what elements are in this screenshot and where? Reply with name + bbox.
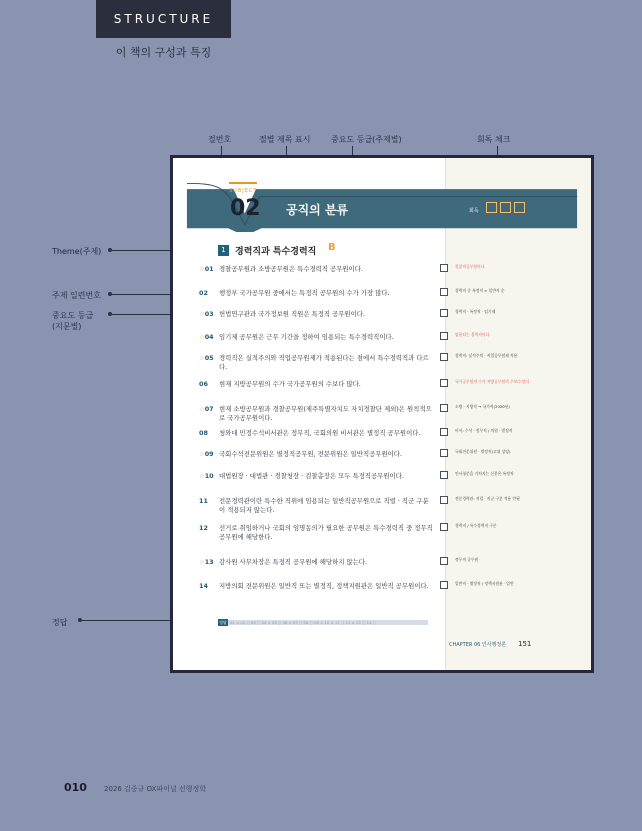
structure-subtitle: 이 책의 구성과 특징 xyxy=(115,46,212,59)
answer-checkbox[interactable] xyxy=(440,449,448,457)
question-item xyxy=(199,497,437,515)
question-item xyxy=(199,450,437,459)
question-number xyxy=(199,405,219,414)
answer-text: 01 × 02 ○ 03 ○ 04 × 05 ○ 06 × 07 ○ 08 ○ 09 × 10 × 11 ○ 12 × 13 ○ 14 ○ xyxy=(230,620,376,625)
question-number-text: 07 xyxy=(204,405,214,413)
explanation-note: 경력직 · 특정직 · 임기제 xyxy=(455,309,496,314)
answer-checkbox[interactable] xyxy=(440,523,448,531)
question-number xyxy=(199,450,219,459)
callout-review-check: 회독 체크 xyxy=(477,135,511,144)
question-number xyxy=(199,472,219,481)
question-text: 국회수석전문위원은 별정직공무원, 전문위원은 일반직공무원이다. xyxy=(219,450,403,458)
theme-title: 경력직과 특수경력직 xyxy=(235,247,317,257)
explanation-note: 정무직 공무원 xyxy=(455,557,479,562)
question-item xyxy=(199,310,437,319)
answer-checkbox[interactable] xyxy=(440,471,448,479)
review-checkbox[interactable] xyxy=(500,202,511,213)
question-number xyxy=(199,289,219,298)
subject-label: SUBJECT xyxy=(229,188,258,194)
check-column xyxy=(445,158,592,670)
footer-page-number: 151 xyxy=(518,640,532,648)
answer-checkbox[interactable] xyxy=(440,353,448,361)
question-item xyxy=(199,558,437,567)
explanation-note: 경력직: 실적주의 · 직업공무원제 적용 xyxy=(455,353,518,358)
explanation-note: 경력직 중 특정직 > 일반직 순 xyxy=(455,288,505,293)
callout-dot xyxy=(108,248,112,252)
question-item xyxy=(199,472,437,481)
answer-checkbox[interactable] xyxy=(440,264,448,272)
question-number-text: 11 xyxy=(199,497,208,505)
question-text: 임기제 공무원은 근무 기간을 정하여 임용되는 특수경력직이다. xyxy=(219,333,394,341)
question-text: 행정부 국가공무원 중에서는 특정직 공무원의 수가 가장 많다. xyxy=(219,289,390,297)
review-label: 회독 xyxy=(469,208,479,214)
review-checkbox[interactable] xyxy=(514,202,525,213)
callout-section-number: 절번호 xyxy=(208,135,232,144)
question-text: 대법원장 · 대법관 · 경찰청장 · 검찰총장은 모두 특정직공무원이다. xyxy=(219,472,404,480)
question-number-text: 03 xyxy=(204,310,214,318)
question-number-text: 06 xyxy=(199,380,208,388)
importance-star-icon: ☆ xyxy=(199,450,205,458)
question-text: 지방의회 전문위원은 일반직 또는 별정직, 정책지원관은 일반직 공무원이다. xyxy=(219,582,429,590)
question-number-text: 08 xyxy=(199,429,208,437)
question-item xyxy=(199,289,437,298)
answer-checkbox[interactable] xyxy=(440,404,448,412)
callout-dot xyxy=(108,312,112,316)
answer-checkbox[interactable] xyxy=(440,309,448,317)
question-text: 청와대 민정수석비서관은 정무직, 국회의원 비서관은 별정직 공무원이다. xyxy=(219,429,421,437)
question-number xyxy=(199,524,219,533)
callout-importance-theme: 중요도 등급(주제별) xyxy=(331,135,402,144)
explanation-note: 경찰직공무원이다. xyxy=(455,264,486,269)
question-item xyxy=(199,354,437,372)
question-text: 감사원 사무차장은 특정직 공무원에 해당하지 않는다. xyxy=(219,558,368,566)
question-text: 헌법연구관과 국가정보원 직원은 특정직 공무원이다. xyxy=(219,310,365,318)
importance-star-icon: ☆ xyxy=(199,405,205,413)
explanation-note: 일반직 · 별정직 / 정책지원관 · 일반 xyxy=(455,581,514,586)
explanation-note: 국가공무원의 수가 지방공무원의 수보다 많다. xyxy=(455,379,531,384)
theme-grade: B xyxy=(328,242,336,253)
chapter-title: 공직의 분류 xyxy=(286,203,349,217)
question-item xyxy=(199,380,437,389)
answer-checkbox[interactable] xyxy=(440,496,448,504)
question-number-text: 12 xyxy=(199,524,208,532)
callout-dot xyxy=(78,618,82,622)
question-number xyxy=(199,429,219,438)
question-item xyxy=(199,429,437,438)
structure-banner xyxy=(96,0,231,38)
question-number-text: 05 xyxy=(204,354,214,362)
question-text: 현재 소방공무원과 경찰공무원(제주특별자치도 자치경찰단 제외)은 원칙적으로 국가공무원이다. xyxy=(219,405,432,422)
question-number xyxy=(199,558,219,567)
question-item xyxy=(199,405,437,423)
explanation-note: 경력직 / 특수경력직 구분 xyxy=(455,523,497,528)
answer-checkbox[interactable] xyxy=(440,557,448,565)
explanation-note: 전문경력관: 직렬 · 직군 구분 적용 안됨 xyxy=(455,496,520,501)
structure-label: STRUCTURE xyxy=(113,12,214,26)
subject-bar xyxy=(229,182,257,184)
question-number-text: 04 xyxy=(204,333,214,341)
answer-checkbox[interactable] xyxy=(440,379,448,387)
callout-theme: Theme(주제) xyxy=(52,247,102,256)
answer-checkbox[interactable] xyxy=(440,332,448,340)
explanation-note: 임용되는 경력직이다. xyxy=(455,332,491,337)
explanation-note: 국회전문위원 · 별정직(고위 상당) xyxy=(455,449,511,454)
question-item xyxy=(199,524,437,542)
question-number xyxy=(199,497,219,506)
question-number xyxy=(199,333,219,342)
callout-dot xyxy=(108,292,112,296)
question-number-text: 09 xyxy=(204,450,214,458)
explanation-note: 비서: 수석 · 정무직 / 의원 · 별정직 xyxy=(455,428,513,433)
explanation-note: 인사청문을 거쳐지는 신분은 특정직 xyxy=(455,471,514,476)
book-title: 2026 김중규 OX파이널 선행정학 xyxy=(104,785,206,793)
answer-badge: 정답 xyxy=(219,620,227,625)
question-number-text: 14 xyxy=(199,582,208,590)
explanation-note: 소방 · 지방직 → 국가직(2020년) xyxy=(455,404,510,409)
question-number-text: 01 xyxy=(204,265,214,273)
importance-star-icon: ☆ xyxy=(199,472,205,480)
chapter-number: 02 xyxy=(230,196,261,221)
question-item xyxy=(199,333,437,342)
question-text: 현재 지방공무원의 수가 국가공무원의 수보다 많다. xyxy=(219,380,361,388)
question-text: 경력직은 실적주의와 직업공무원제가 적용된다는 점에서 특수경력직과 다르다. xyxy=(219,354,429,371)
question-text: 전문경력관이란 특수한 직위에 임용되는 일반직공무원으로 직렬 · 직군 구분이 적용되지 않는다. xyxy=(219,497,429,514)
callout-serial-number: 주제 일련번호 xyxy=(52,291,101,300)
importance-star-icon: ☆ xyxy=(199,354,205,362)
importance-star-icon: ☆ xyxy=(199,265,205,273)
question-number-text: 10 xyxy=(204,472,214,480)
importance-star-icon: ☆ xyxy=(199,333,205,341)
question-number xyxy=(199,380,219,389)
question-number xyxy=(199,354,219,363)
footer-chapter: CHAPTER 06 인사행정론 xyxy=(449,642,507,648)
theme-number: 1 xyxy=(218,245,229,256)
callout-section-title: 절별 제목 표시 xyxy=(259,135,311,144)
question-number xyxy=(199,582,219,591)
question-item xyxy=(199,582,437,591)
question-text: 경찰공무원과 소방공무원은 특수경력직 공무원이다. xyxy=(219,265,363,273)
callout-answer: 정답 xyxy=(52,618,68,627)
importance-star-icon: ☆ xyxy=(199,310,205,318)
importance-star-icon: ☆ xyxy=(199,558,205,566)
review-checkbox[interactable] xyxy=(486,202,497,213)
callout-importance-question: 중요도 등급 (지문별) xyxy=(52,311,94,331)
answer-checkbox[interactable] xyxy=(440,581,448,589)
question-text: 선거로 취임하거나 국회의 임명동의가 필요한 공무원은 특수경력직 중 정무직공무원에 해당한다. xyxy=(219,524,433,541)
sample-page xyxy=(170,155,594,673)
question-number-text: 13 xyxy=(204,558,214,566)
question-number xyxy=(199,265,219,274)
question-number xyxy=(199,310,219,319)
answer-checkbox[interactable] xyxy=(440,288,448,296)
question-item xyxy=(199,265,437,274)
answer-checkbox[interactable] xyxy=(440,428,448,436)
book-page-number: 010 xyxy=(64,781,87,794)
question-number-text: 02 xyxy=(199,289,208,297)
